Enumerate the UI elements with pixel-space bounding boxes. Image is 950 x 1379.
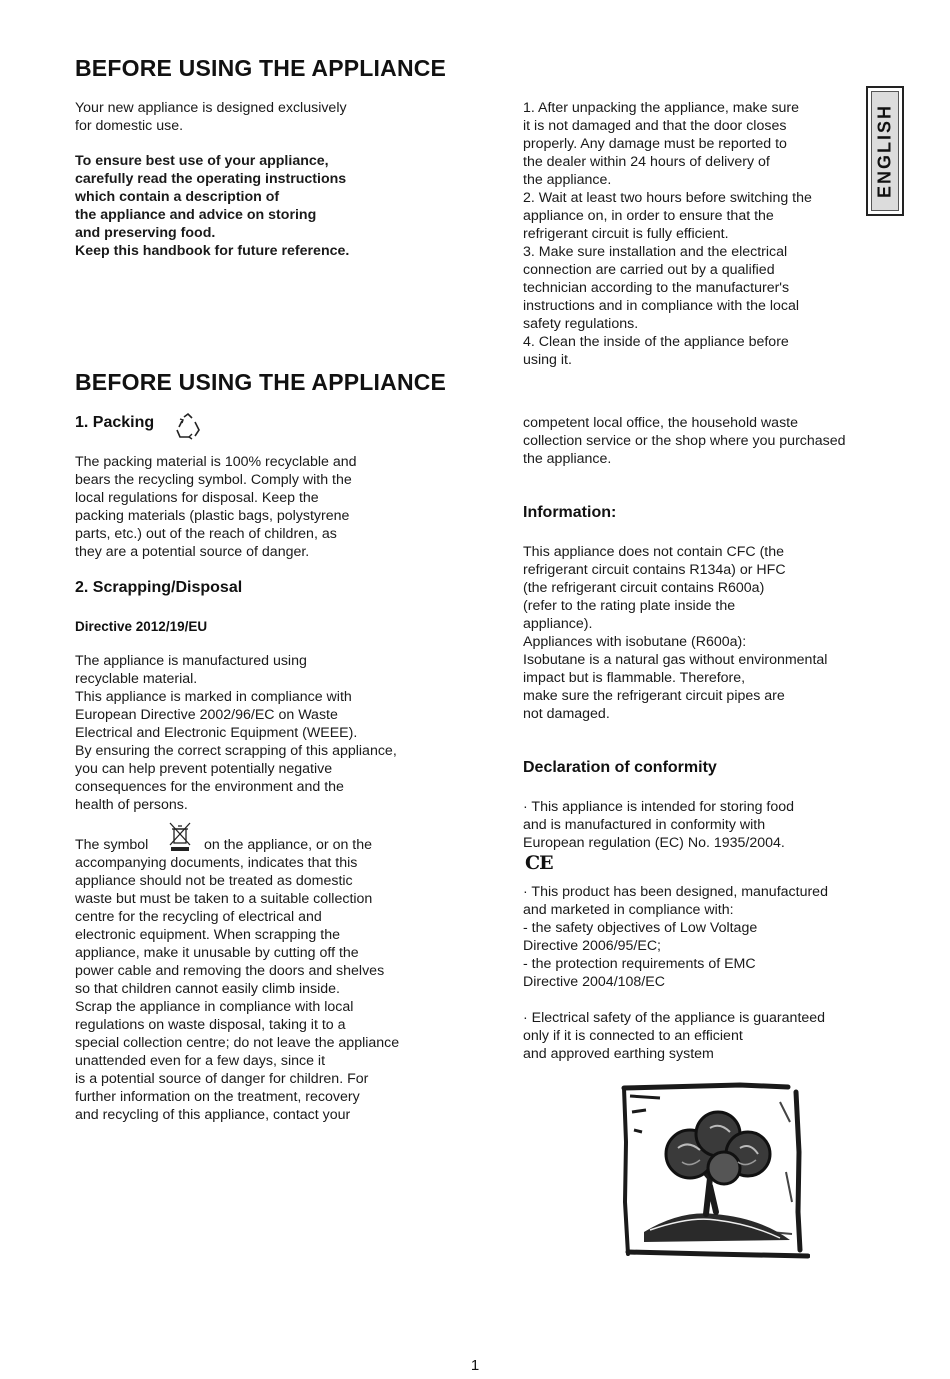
directive-label: Directive 2012/19/EU (75, 619, 208, 634)
conformity-p2: · This product has been designed, manufactured and marketed in compliance with: - the safety objectives of Low Voltage Directive 2006/95/EC; - the protection requirements of EMC Directive 2004/108/EC (523, 884, 828, 990)
symbol-text-after: on the appliance, or on the (204, 837, 373, 853)
ce-mark: CE (525, 852, 553, 874)
symbol-text-before: The symbol (75, 837, 149, 853)
page-number: 1 (470, 1357, 480, 1374)
crossed-out-bin-icon (166, 820, 194, 857)
disposal-text: The appliance is manufactured using recyclable material. This appliance is marked in compliance with European Directive 2002/96/EC on Waste Electrical and Electronic Equipment (WEEE). By ensuring the correct scrapping of this appliance, you can help prevent potentially negative consequences for the environment and the health of persons. (75, 653, 397, 813)
conformity-p3: · Electrical safety of the appliance is guaranteed only if it is connected to an efficient and approved earthing system (523, 1010, 826, 1062)
language-tab (866, 86, 904, 216)
disposal-continuation: competent local office, the household waste collection service or the shop where you purchased the appliance. (523, 415, 846, 467)
language-label: ENGLISH (874, 103, 895, 199)
information-heading: Information: (523, 504, 617, 521)
disposal-text-2: accompanying documents, indicates that this appliance should not be treated as domestic waste but must be taken to a suitable collection centre for the recycling of electrical and electronic equipment. When scrapping the appliance, make it unusable by cutting off the power cable and removing the doors and shelves so that children cannot easily climb inside. Scrap the appliance in compliance with local regulations on waste disposal, taking it to a special collection centre; do not leave the appliance unattended even for a few days, since it is a potential source of danger for children. For further information on the treatment, recovery and recycling of this appliance, contact your (75, 855, 400, 1123)
disposal-heading: 2. Scrapping/Disposal (75, 579, 243, 596)
section1-intro: Your new appliance is designed exclusively for domestic use. (75, 100, 347, 134)
information-text: This appliance does not contain CFC (the refrigerant circuit contains R134a) or HFC (the refrigerant circuit contains R600a) (refer to the rating plate inside the appliance). Appliances with isobutane (R600a): Isobutane is a natural gas without environmental impact but is flammable. Therefore, make sure the refrigerant circuit pipes are not damaged. (523, 544, 828, 722)
section1-steps: 1. After unpacking the appliance, make sure it is not damaged and that the door closes properly. Any damage must be reported to the dealer within 24 hours of delivery of the appliance. 2. Wait at least two hours before switching the appliance on, in order to ensure that the refrigerant circuit is fully efficient. 3. Make sure installation and the electrical connection are carried out by a qualified technician according to the manufacturer's instructions and in compliance with the local safety regulations. 4. Clean the inside of the appliance before using it. (523, 100, 812, 368)
section1-title: BEFORE USING THE APPLIANCE (75, 55, 447, 81)
packing-text: The packing material is 100% recyclable and bears the recycling symbol. Comply with the local regulations for disposal. Keep the packing materials (plastic bags, polystyrene parts, etc.) out of the reach of children, as they are a potential source of danger. (75, 454, 357, 560)
recycling-icon (173, 411, 203, 446)
section2-title: BEFORE USING THE APPLIANCE (75, 369, 447, 395)
section1-bold-notice: To ensure best use of your appliance, carefully read the operating instructions which contain a description of the appliance and advice on storing and preserving food. Keep this handbook for future reference. (75, 153, 350, 259)
conformity-heading: Declaration of conformity (523, 759, 717, 776)
tree-environment-icon (620, 1082, 810, 1265)
packing-heading: 1. Packing (75, 414, 155, 431)
conformity-p1: · This appliance is intended for storing food and is manufactured in conformity with European regulation (EC) No. 1935/2004. (523, 799, 795, 851)
